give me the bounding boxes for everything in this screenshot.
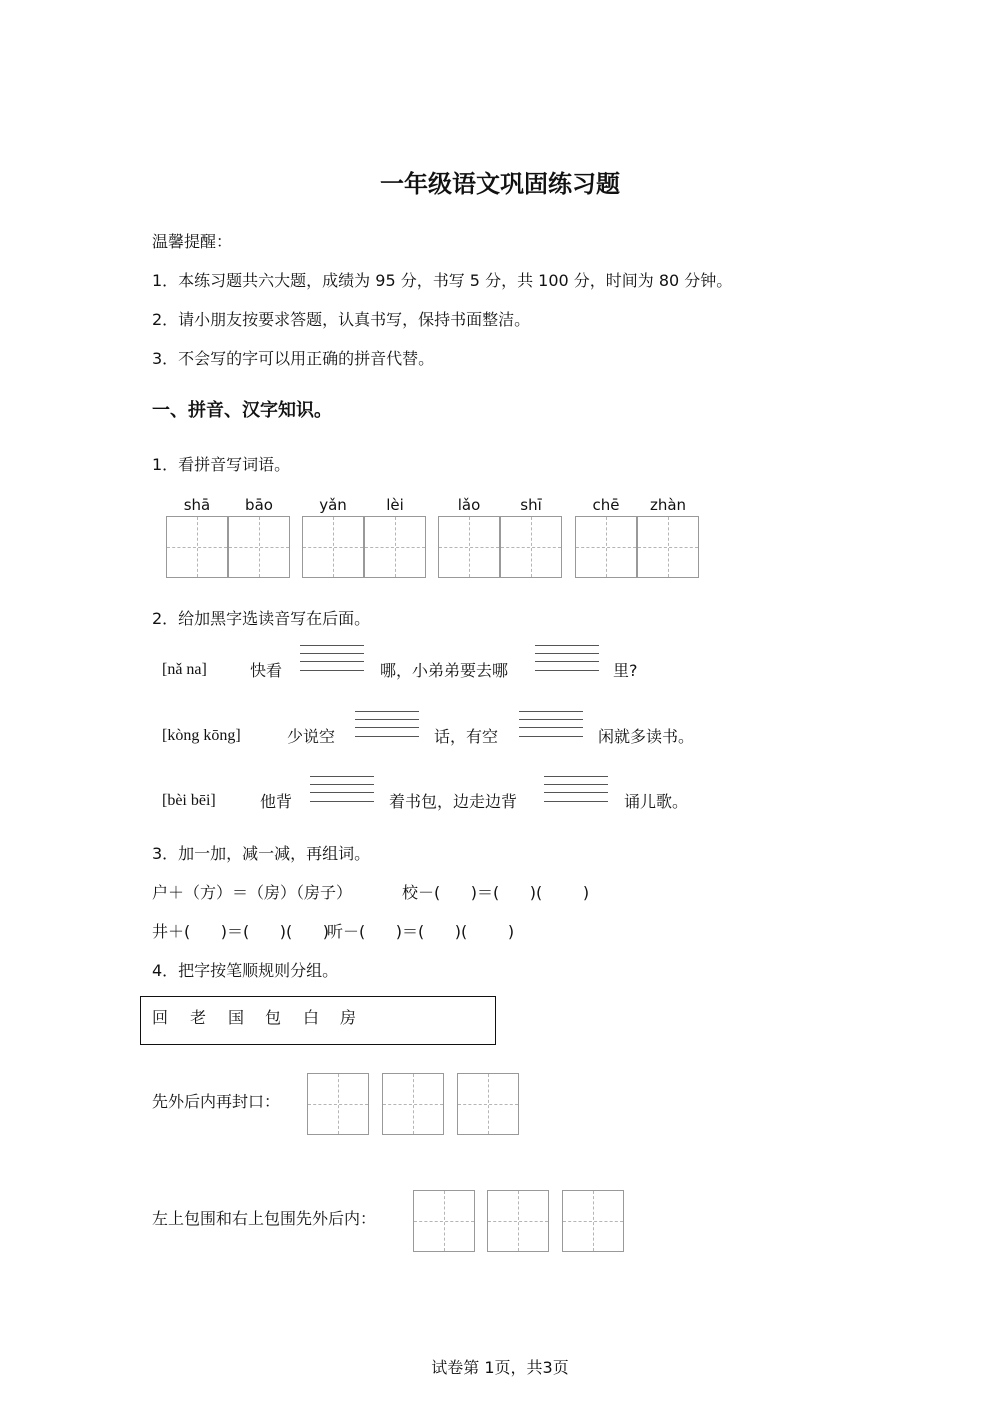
writing-lines[interactable]	[300, 645, 364, 671]
pinyin-label: chē	[592, 496, 620, 514]
sentence-part: 话，有空	[434, 727, 499, 746]
writing-cell[interactable]	[228, 516, 290, 578]
sentence-part: 里?	[613, 661, 638, 680]
sentence-part: 快看	[250, 661, 283, 680]
section-heading: 一、拼音、汉字知识。	[152, 400, 332, 421]
sentence-part: 着书包，边走边背	[389, 792, 518, 811]
group-label: 先外后内再封口：	[152, 1092, 281, 1111]
writing-lines[interactable]	[519, 711, 583, 737]
writing-lines[interactable]	[355, 711, 419, 737]
question-prompt: 2．给加黑字选读音写在后面。	[152, 609, 371, 628]
writing-grid-pair	[166, 516, 290, 578]
writing-grid-pair	[575, 516, 699, 578]
writing-cell[interactable]	[364, 516, 426, 578]
word-equation: 听－( )＝( )( )	[327, 922, 515, 941]
sentence-part: 他背	[260, 792, 293, 811]
writing-cell[interactable]	[457, 1073, 519, 1135]
stroke-char: 回	[152, 1008, 169, 1027]
writing-lines[interactable]	[310, 776, 374, 802]
writing-lines[interactable]	[544, 776, 608, 802]
pinyin-label: shī	[520, 496, 542, 514]
writing-cell[interactable]	[637, 516, 699, 578]
pinyin-label: yǎn	[319, 496, 347, 514]
question-prompt: 3．加一加，减一减，再组词。	[152, 844, 371, 863]
page-footer: 试卷第 1页，共3页	[431, 1358, 569, 1377]
writing-cell[interactable]	[382, 1073, 444, 1135]
sentence-part: 哪，小弟弟要去哪	[380, 661, 509, 680]
word-equation: 户＋（方）＝（房）（房子）	[152, 883, 353, 902]
reminder-item: 3．不会写的字可以用正确的拼音代替。	[152, 349, 435, 368]
writing-cell[interactable]	[575, 516, 637, 578]
writing-cell[interactable]	[562, 1190, 624, 1252]
stroke-char: 国	[228, 1008, 245, 1027]
reminder-item: 2．请小朋友按要求答题，认真书写，保持书面整洁。	[152, 310, 531, 329]
writing-cell[interactable]	[487, 1190, 549, 1252]
pinyin-label: lèi	[386, 496, 404, 514]
word-equation: 校－( )＝( )( )	[402, 883, 590, 902]
sentence-part: 少说空	[287, 727, 336, 746]
group-label: 左上包围和右上包围先外后内：	[152, 1209, 377, 1228]
pinyin-label: shā	[183, 496, 211, 514]
reminder-label: 温馨提醒：	[152, 232, 233, 251]
writing-cell[interactable]	[307, 1073, 369, 1135]
pinyin-options: [kòng kōng]	[162, 727, 241, 744]
page-title: 一年级语文巩固练习题	[380, 170, 620, 198]
stroke-char: 包	[265, 1008, 282, 1027]
stroke-char: 房	[340, 1008, 357, 1027]
writing-cell[interactable]	[438, 516, 500, 578]
word-equation: 井＋( )＝( )( )	[152, 922, 330, 941]
pinyin-options: [nǎ na]	[162, 661, 207, 678]
writing-cell[interactable]	[500, 516, 562, 578]
sentence-part: 诵儿歌。	[624, 792, 689, 811]
pinyin-label: lǎo	[457, 496, 481, 514]
pinyin-label: bāo	[245, 496, 273, 514]
reminder-item: 1．本练习题共六大题，成绩为 95 分，书写 5 分，共 100 分，时间为 80 分钟。	[152, 271, 733, 290]
pinyin-options: [bèi bēi]	[162, 792, 216, 809]
writing-lines[interactable]	[535, 645, 599, 671]
question-prompt: 4．把字按笔顺规则分组。	[152, 961, 339, 980]
stroke-char: 老	[190, 1008, 207, 1027]
writing-cell[interactable]	[413, 1190, 475, 1252]
writing-grid-pair	[438, 516, 562, 578]
writing-grid-pair	[302, 516, 426, 578]
stroke-char: 白	[303, 1008, 320, 1027]
pinyin-label: zhàn	[649, 496, 687, 514]
writing-cell[interactable]	[302, 516, 364, 578]
writing-cell[interactable]	[166, 516, 228, 578]
sentence-part: 闲就多读书。	[598, 727, 695, 746]
question-prompt: 1．看拼音写词语。	[152, 455, 291, 474]
